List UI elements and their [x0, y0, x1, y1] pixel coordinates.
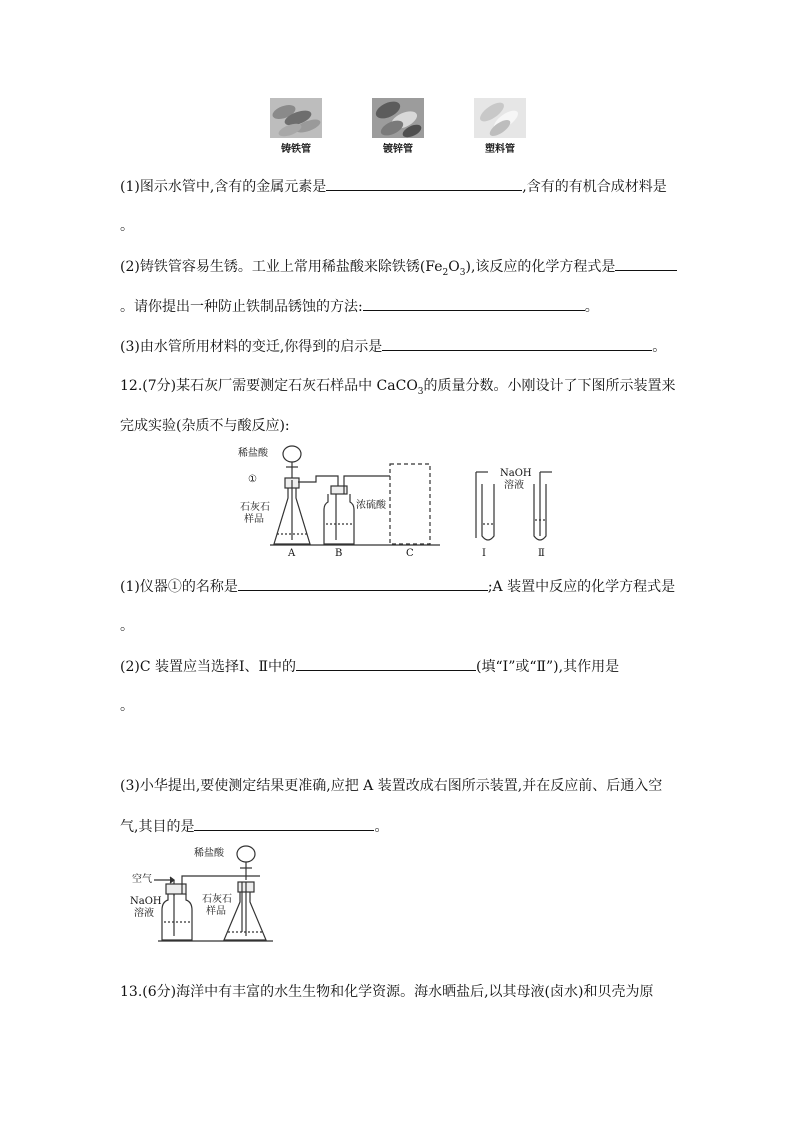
fig1-acid-label: 稀盐酸: [238, 448, 268, 459]
pipe-images: [262, 96, 542, 158]
fig2-limestone-label-2: 样品: [206, 906, 226, 917]
apparatus-figure-2: [128, 840, 278, 944]
fig1-naoh-label-2: 溶液: [504, 480, 524, 491]
fig1-label-b: B: [335, 548, 343, 559]
apparatus-figure: [230, 440, 570, 562]
galvanized-pipe-image: [372, 98, 424, 138]
plastic-caption: 塑料管: [485, 144, 515, 155]
answer-blank[interactable]: [363, 296, 585, 311]
fig1-limestone-label-2: 样品: [244, 514, 264, 525]
fig1-label-a: A: [288, 548, 296, 559]
cast-iron-caption: 铸铁管: [281, 144, 311, 155]
fig2-naoh-label-2: 溶液: [134, 908, 154, 919]
answer-blank[interactable]: [238, 576, 488, 591]
fig1-limestone-label: 石灰石: [240, 502, 270, 513]
fig1-label-i: Ⅰ: [482, 548, 486, 559]
q11-part2: (2)铸铁管容易生锈。工业上常用稀盐酸来除铁锈$(Fe_2O_3)$,该反应的化学方程式是: [120, 256, 677, 283]
q12-intro: 12.(7分)某石灰厂需要测定石灰石样品中 CaCO$_3$的质量分数。小刚设计了下图所示装置来: [120, 378, 676, 397]
fig1-sulfuric-label: 浓硫酸: [356, 500, 386, 511]
q11-part2-cont: 。请你提出一种防止铁制品锈蚀的方法: 。: [120, 296, 599, 317]
q12-part3: (3)小华提出,要使测定结果更准确,应把 A 装置改成右图所示装置,并在反应前、后通入空: [120, 778, 663, 794]
fig1-instrument-1-label: ①: [248, 474, 257, 485]
q11-part3: (3)由水管所用材料的变迁,你得到的启示是 。: [120, 336, 666, 357]
answer-blank[interactable]: [194, 816, 374, 831]
answer-blank[interactable]: [296, 656, 476, 671]
answer-blank[interactable]: [326, 176, 522, 191]
q12-part1-end: 。: [120, 618, 134, 634]
q11-part1-end: 。: [120, 218, 134, 234]
galvanized-caption: 镀锌管: [383, 144, 413, 155]
q13-intro: 13.(6分)海洋中有丰富的水生生物和化学资源。海水晒盐后,以其母液(卤水)和贝壳为原: [120, 984, 654, 1000]
q12-part3-cont: 气,其目的是 。: [120, 816, 388, 837]
fig2-limestone-label: 石灰石: [202, 894, 232, 905]
fig1-label-ii: Ⅱ: [538, 548, 545, 559]
q12-intro-cont: 完成实验(杂质不与酸反应):: [120, 418, 290, 434]
fig1-naoh-label: NaOH: [500, 468, 532, 479]
apparatus-drawing: [230, 440, 570, 562]
q12-part2: (2)C 装置应当选择Ⅰ、Ⅱ中的 (填“Ⅰ”或“Ⅱ”),其作用是: [120, 656, 619, 677]
answer-blank[interactable]: [382, 336, 652, 351]
fig2-acid-label: 稀盐酸: [194, 848, 224, 859]
q12-part1: (1)仪器①的名称是 ;A 装置中反应的化学方程式是: [120, 576, 675, 597]
q11-part1: (1)图示水管中,含有的金属元素是 ,含有的有机合成材料是: [120, 176, 667, 197]
plastic-pipe-image: [474, 98, 526, 138]
q12-part2-end: 。: [120, 698, 134, 714]
fig2-naoh-label: NaOH: [130, 896, 162, 907]
fig1-label-c: C: [406, 548, 414, 559]
cast-iron-pipe-image: [270, 98, 322, 138]
answer-blank[interactable]: [615, 256, 677, 271]
fig2-air-label: 空气: [132, 874, 152, 885]
